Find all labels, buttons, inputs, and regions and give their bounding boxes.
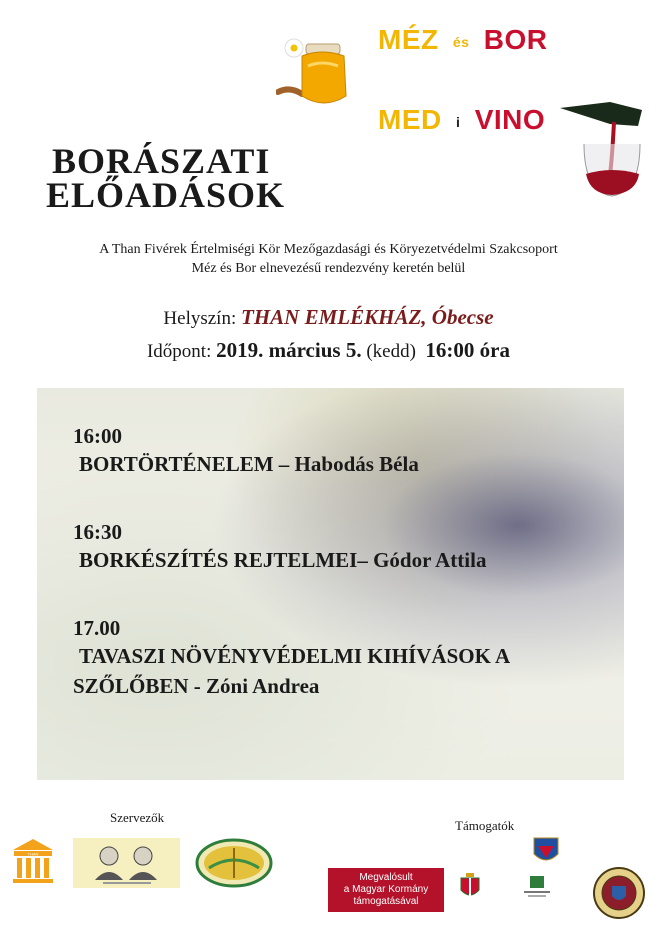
- brand-line-med-vino: [378, 104, 545, 136]
- brand-word-med: MED: [378, 104, 442, 135]
- title-line-2: ELŐADÁSOK: [46, 175, 286, 215]
- subtitle-line-1: A Than Fivérek Értelmiségi Kör Mezőgazdasági és Köryezetvédelmi Szakcsoport: [99, 242, 558, 257]
- badge-line-1: Megvalósult: [359, 872, 413, 883]
- badge-line-2: a Magyar Kormány: [343, 884, 429, 895]
- program-time: 16:30: [73, 520, 122, 544]
- time-value: 16:00 óra: [425, 338, 510, 362]
- ministry-logo-icon: [520, 874, 554, 900]
- time-label: Időpont:: [146, 341, 212, 362]
- temple-logo-caption: THAN: [27, 851, 39, 857]
- coat-of-arms-icon: [532, 836, 560, 866]
- portrait-logo-icon: [73, 838, 180, 888]
- title-line-1: BORÁSZATI: [52, 141, 271, 181]
- honey-jar-icon: [276, 30, 356, 110]
- date-value: 2019. március 5.: [216, 338, 362, 362]
- sponsors-label: Támogatók: [455, 818, 515, 833]
- organizer-subtitle: [0, 240, 657, 278]
- brand-separator-2: i: [456, 113, 461, 130]
- program-time: 16:00: [73, 424, 122, 448]
- brand-word-honey: MÉZ: [378, 24, 439, 55]
- badge-line-3: támogatásával: [353, 896, 419, 907]
- program-title-cont: SZŐLŐBEN - Zóni Andrea: [73, 674, 320, 698]
- venue-line: [0, 305, 657, 330]
- wine-glass-icon: [550, 100, 645, 208]
- event-title: [46, 141, 286, 215]
- datetime-line: [0, 338, 657, 363]
- brand-line-honey-wine: [378, 24, 547, 56]
- government-support-badge: [328, 868, 444, 912]
- subtitle-line-2: Méz és Bor elnevezésű rendezvény keretén belül: [191, 261, 466, 276]
- venue-label: Helyszín:: [163, 308, 237, 329]
- program-item: [73, 424, 419, 479]
- program-item: [73, 520, 486, 575]
- wheat-logo-icon: [195, 838, 273, 888]
- program-title: TAVASZI NÖVÉNYVÉDELMI KIHÍVÁSOK A: [79, 644, 511, 668]
- program-title: BORTÖRTÉNELEM – Habodás Béla: [79, 452, 419, 476]
- program-time: 17.00: [73, 616, 121, 640]
- brand-word-vino: VINO: [474, 104, 546, 135]
- brand-separator: és: [452, 33, 470, 50]
- program-item: [73, 616, 510, 701]
- hungarian-coat-of-arms-icon: [455, 872, 485, 902]
- venue-value: THAN EMLÉKHÁZ, Óbecse: [241, 305, 494, 329]
- program-title: BORKÉSZÍTÉS REJTELMEI– Gódor Attila: [79, 548, 487, 572]
- seal-icon: [592, 866, 646, 920]
- brand-word-wine: BOR: [483, 24, 548, 55]
- organizers-label: Szervezők: [110, 810, 165, 825]
- weekday: (kedd): [366, 341, 416, 362]
- program-panel: [37, 388, 624, 780]
- temple-logo-icon: [10, 836, 56, 884]
